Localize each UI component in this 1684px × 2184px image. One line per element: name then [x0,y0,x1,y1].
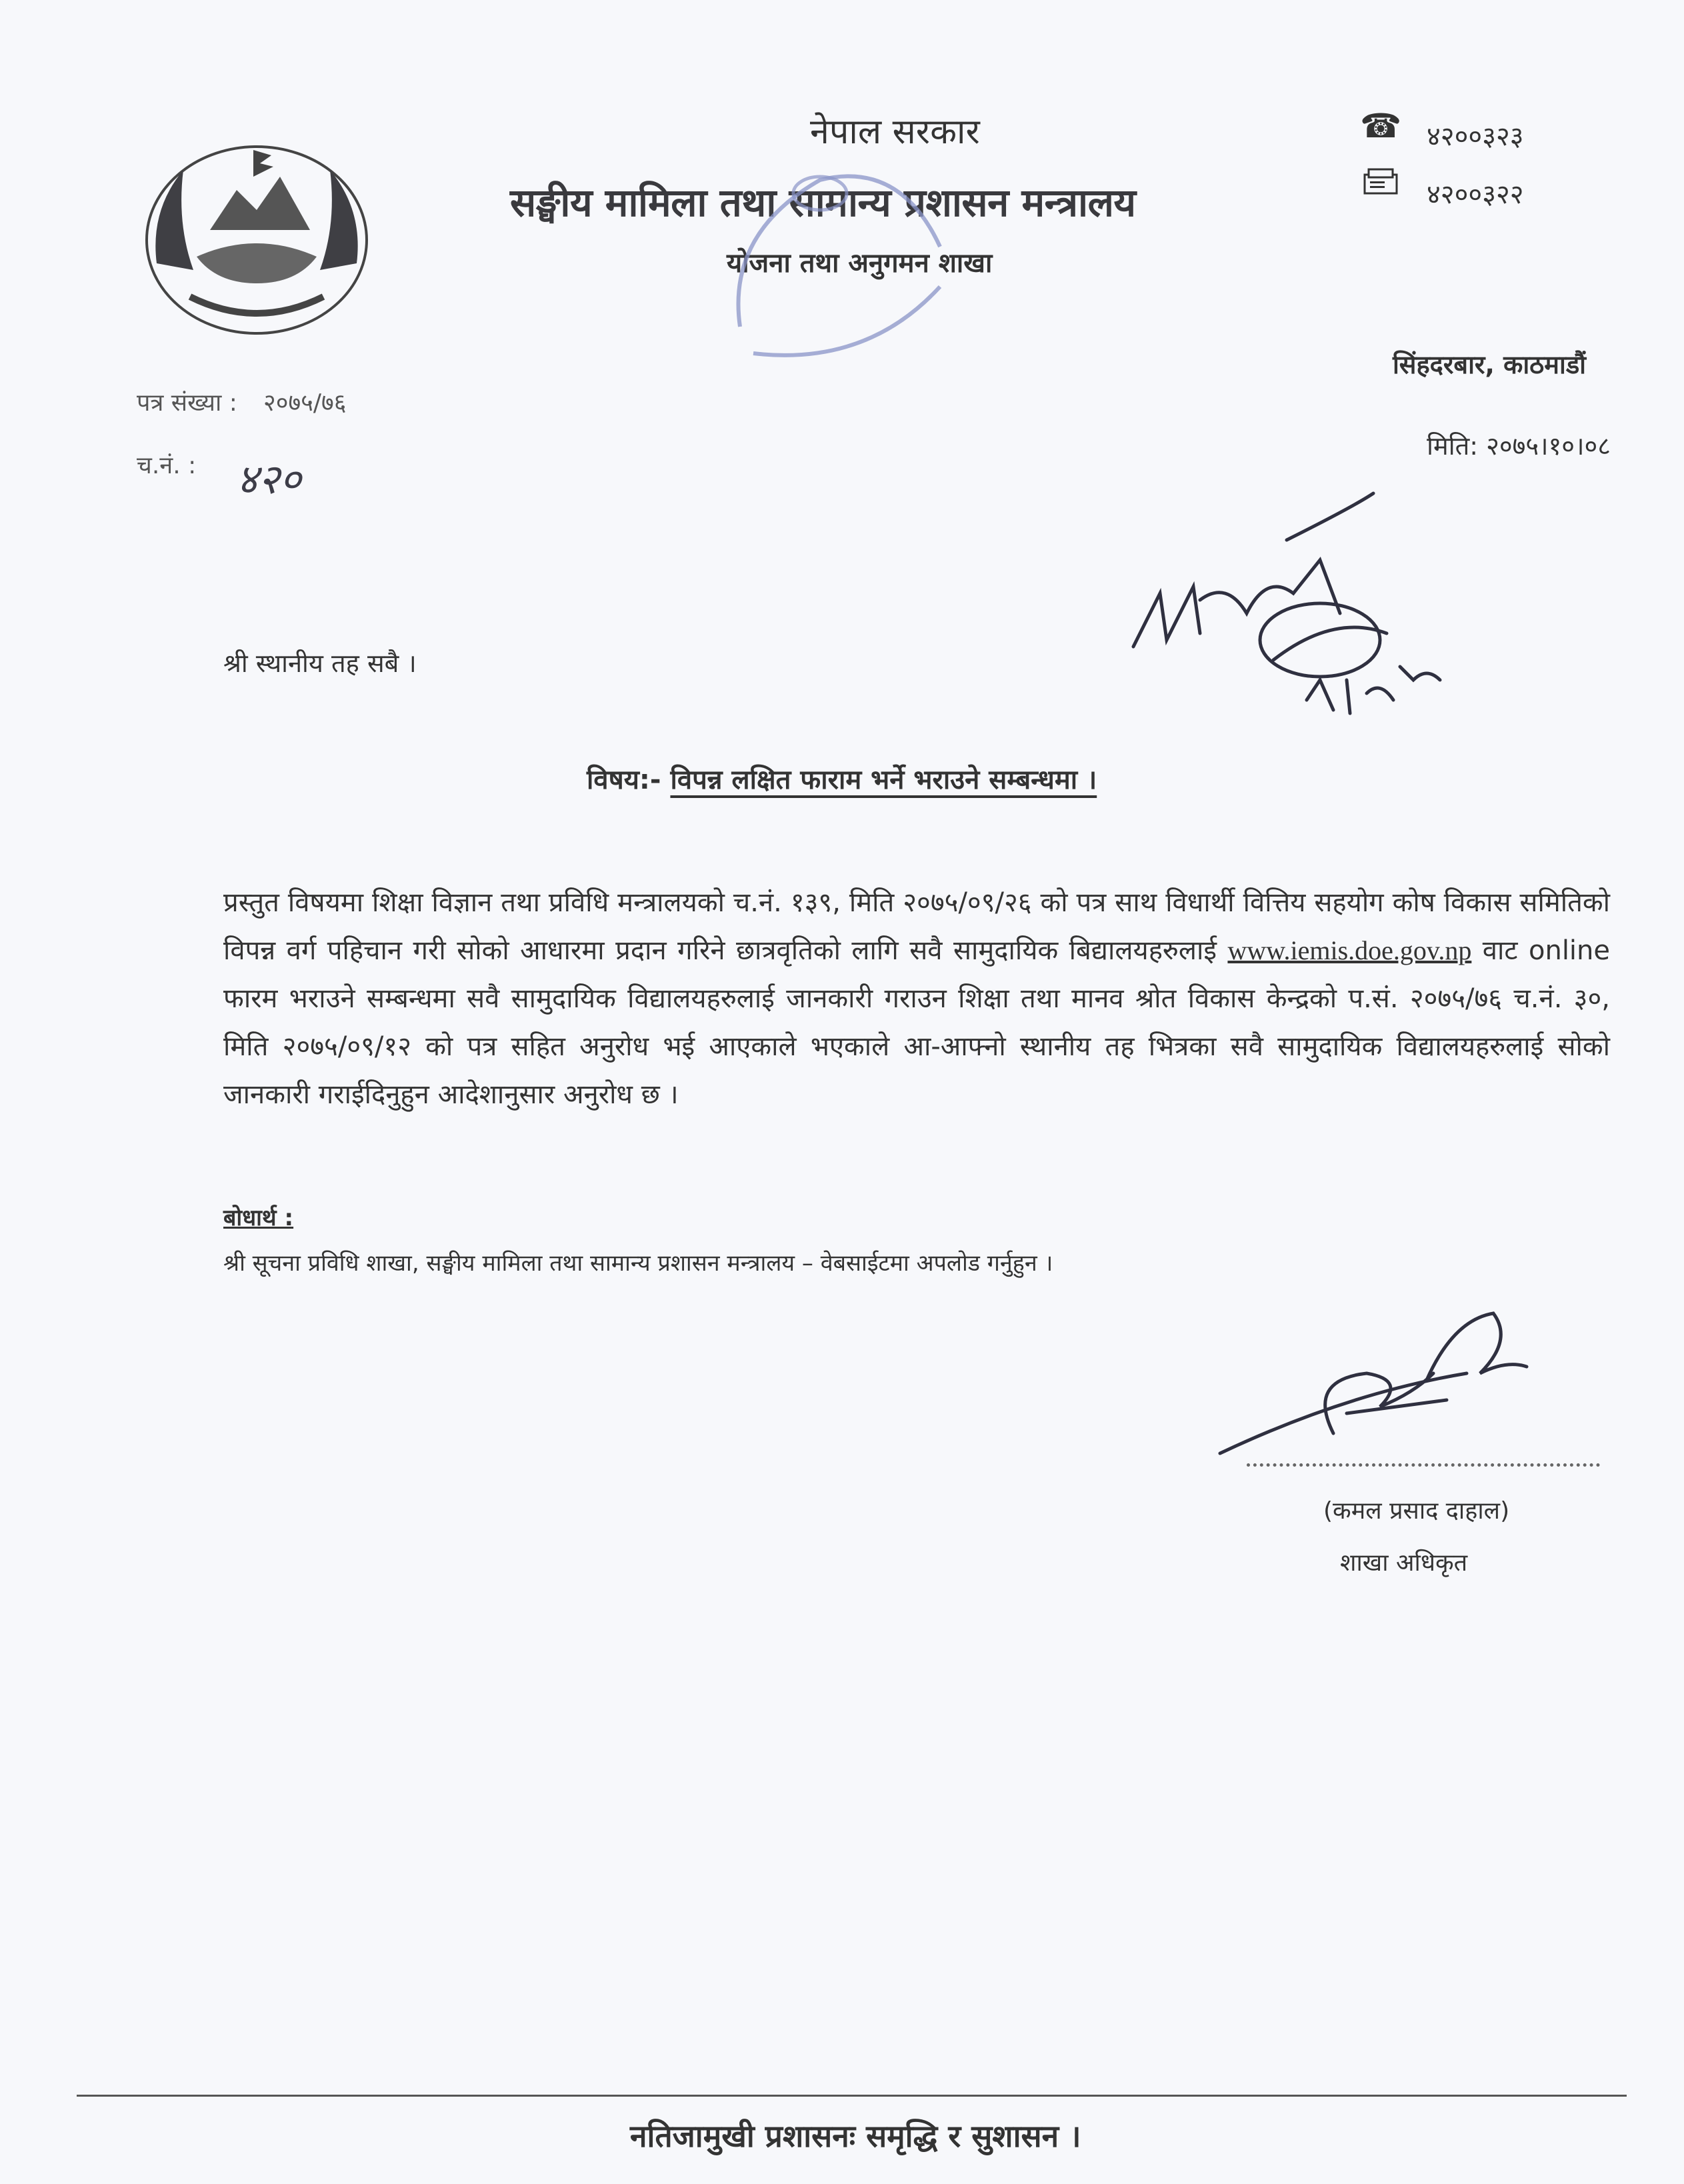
cc-label: बोधार्थ : [223,1205,294,1231]
ministry-name: सङ्घीय मामिला तथा सामान्य प्रशासन मन्त्रालय [510,180,1136,225]
branch-name: योजना तथा अनुगमन शाखा [727,248,993,279]
footer-divider [77,2095,1627,2097]
office-stamp-icon [700,153,980,387]
footer-motto: नतिजामुखी प्रशासनः समृद्धि र सुशासन । [630,2118,1081,2154]
subject-label: विषय:- [587,765,661,795]
letter-date: मिति: २०७५।१०।०८ [1427,431,1611,461]
letter-body [223,879,1610,1119]
phone-number: ४२००३२३ [1427,121,1524,152]
body-text-part2: वाट online फारम भराउने सम्बन्धमा सवै सामुदायिक विद्यालयहरुलाई जानकारी गराउन शिक्षा तथा मानव श्रोत विकास केन्द्रको प.सं. २०७५/७६ च.नं. ३०, मिति २०७५/०९/१२ को पत्र सहित अनुरोध भई आएकाले भएकाले आ-आफ्नो स्थानीय तह भित्रका सवै सामुदायिक विद्यालयहरुलाई सोको जानकारी गराईदिनुहुन आदेशानुसार अनुरोध छ । [223,935,1611,1110]
telephone-icon: ☎ [1360,107,1402,145]
subject-line [587,760,1097,797]
addressee: श्री स्थानीय तह सबै । [223,649,417,678]
letter-number: २०७५/७६ [263,389,347,417]
body-text-part1: प्रस्तुत विषयमा शिक्षा विज्ञान तथा प्रविधि मन्त्रालयको च.नं. १३९, मिति २०७५/०९/२६ को पत्र साथ विधार्थी वित्तिय सहयोग कोष विकास समितिको विपन्न वर्ग पहिचान गरी सोको आधारमा प्रदान गरिने छात्रवृतिको लागि सवै सामुदायिक बिद्यालयहरुलाई [223,887,1610,966]
signature-line [1247,1463,1600,1467]
subject-text: विपन्न लक्षित फाराम भर्ने भराउने सम्बन्धमा । [670,765,1097,795]
nepal-emblem-icon [130,130,383,343]
dispatch-number-label: च.नं. : [137,452,197,479]
government-name: नेपाल सरकार [810,112,980,152]
fax-icon [1363,168,1398,195]
dispatch-number: ४२० [237,455,301,503]
signatory-title: शाखा अधिकृत [1340,1549,1468,1577]
signatory-name: (कमल प्रसाद दाहाल) [1323,1497,1510,1525]
office-location: सिंहदरबार, काठमाडौं [1392,350,1586,379]
fax-number: ४२००३२२ [1427,179,1524,210]
handwritten-signature [1213,1300,1560,1460]
cc-text: श्री सूचना प्रविधि शाखा, सङ्घीय मामिला तथा सामान्य प्रशासन मन्त्रालय – वेबसाईटमा अपलोड गर्नुहुन । [223,1250,1053,1277]
iemis-website-link[interactable]: www.iemis.doe.gov.np [1227,935,1472,965]
handwritten-received-note [1120,480,1493,760]
letter-number-label: पत्र संख्या : [137,389,237,417]
